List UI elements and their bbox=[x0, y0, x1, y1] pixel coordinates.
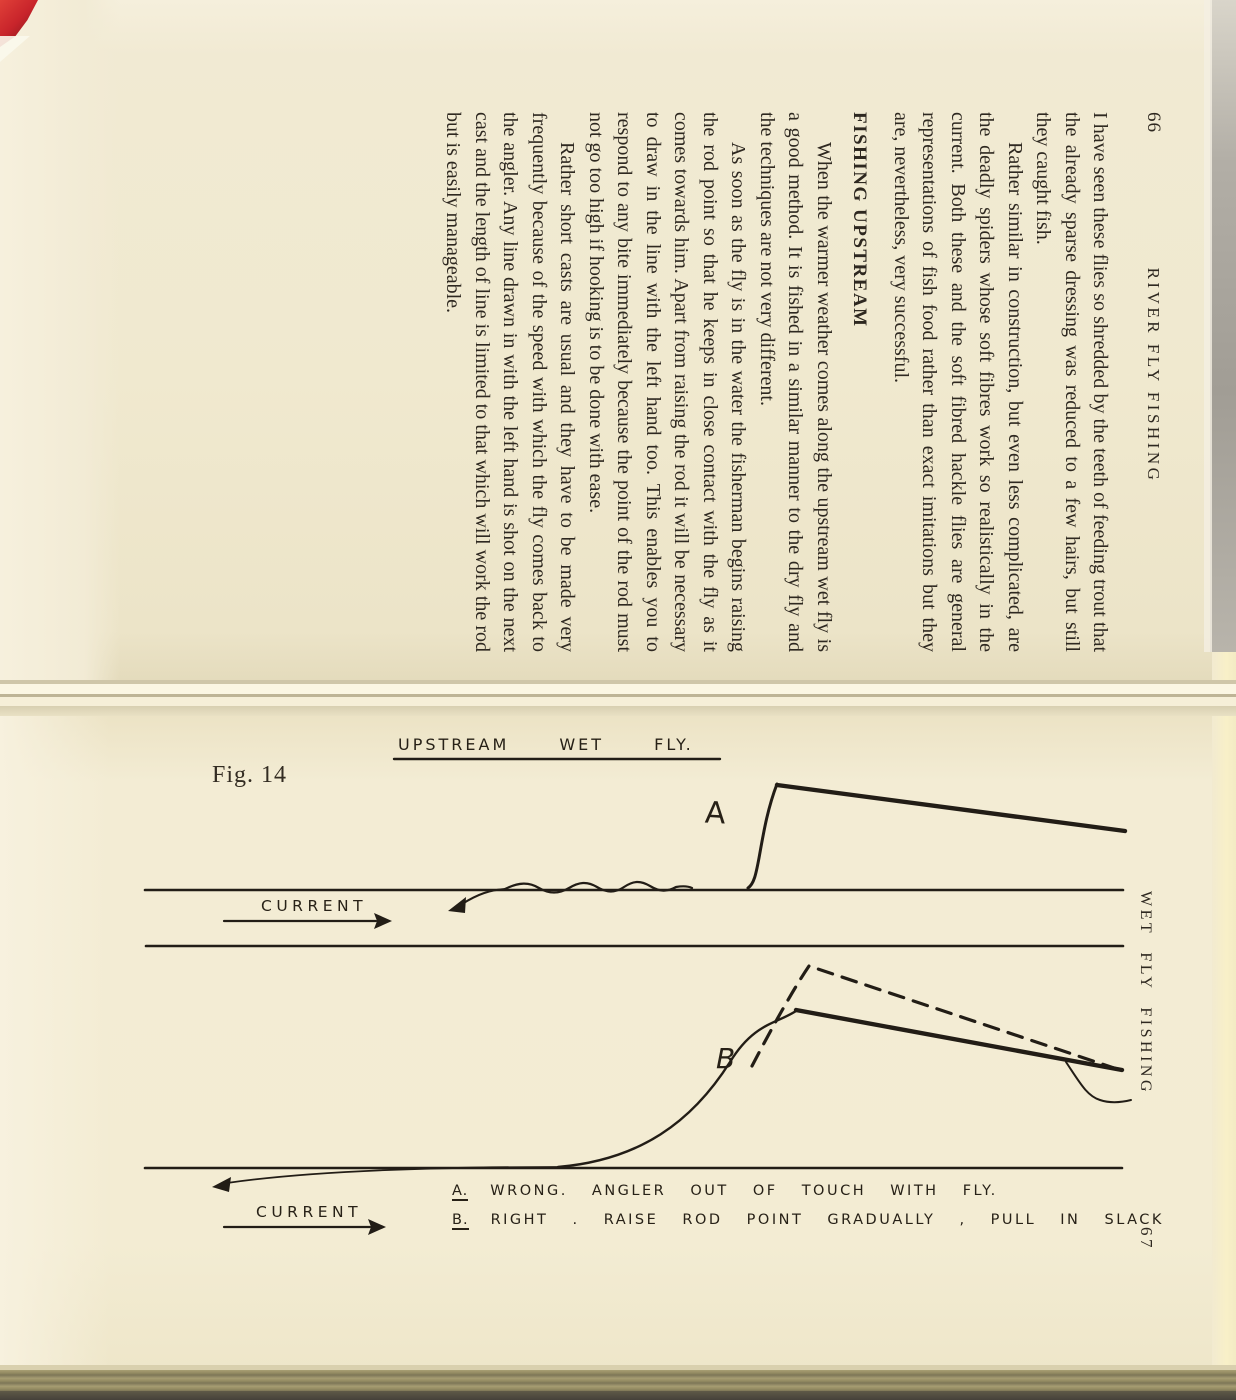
page-66-header bbox=[1139, 112, 1168, 652]
book-bottom-edge bbox=[0, 1370, 1236, 1400]
running-header-right: WET FLY FISHING bbox=[1137, 891, 1154, 1096]
page-edge-left-top bbox=[0, 0, 120, 686]
page-edge-right-strip bbox=[1212, 652, 1236, 1376]
page-number-67: 67 bbox=[1137, 1227, 1156, 1251]
current-label-bottom: CURRENT bbox=[256, 1203, 363, 1221]
page-67-paper bbox=[0, 716, 1236, 1376]
current-label-top: CURRENT bbox=[261, 897, 368, 915]
caption-b bbox=[452, 1212, 1164, 1230]
paragraph: As soon as the fly is in the water the fisherman begins raising the rod point so that he keeps in close contact with the fly as it comes towards him. Apart from raising the rod it will be necessary to draw in the line with the left hand too. This enables you to respond to any bite immediately because the point of the rod must not go too high if hooking is to be done with ease. bbox=[585, 112, 750, 652]
paragraph: When the warmer weather comes along the upstream wet fly is a good method. It is fished in a similar manner to the dry fly and the techniques are not very different. bbox=[756, 112, 835, 652]
caption-b-letter: B. bbox=[452, 1212, 469, 1228]
caption-a-text: WRONG. ANGLER OUT OF TOUCH WITH FLY. bbox=[490, 1183, 998, 1199]
caption-b-text: RIGHT . RAISE ROD POINT GRADUALLY , PULL IN SLACK bbox=[490, 1212, 1164, 1228]
paragraph: Rather short casts are usual and they have to be made very frequently because of the speed with which the fly comes back to the angler. Any line drawn in with the left hand is shot on the next cast and the length of line is limited to that which will work the rod but is easily manageable. bbox=[442, 112, 579, 652]
page-edge-left-bottom bbox=[0, 716, 110, 1376]
section-heading: FISHING UPSTREAM bbox=[849, 112, 871, 328]
figure-title: UPSTREAM WET FLY. bbox=[398, 735, 694, 754]
scan-background-strip bbox=[1210, 0, 1236, 652]
paragraph: Rather similar in construction, but even less complicated, are the deadly spiders whose soft fibres work so realistically in the current. Both these and the soft fibred hackle flies are general representations of fish food rather than exact imitations but they are, nevertheless, very successful. bbox=[890, 112, 1026, 652]
caption-a-letter: A. bbox=[452, 1183, 469, 1199]
page-number-66: 66 bbox=[1143, 112, 1164, 133]
page-gutter bbox=[0, 680, 1236, 716]
running-header-left: RIVER FLY FISHING bbox=[1144, 267, 1163, 484]
diagram-marker-a: A bbox=[704, 795, 727, 832]
page-edge-highlight bbox=[1204, 0, 1212, 652]
paragraph: I have seen these flies so shredded by the teeth of feeding trout that the already sparse dressing was reduced to a few hairs, but still they caught fish. bbox=[1032, 112, 1112, 652]
figure-label: Fig. 14 bbox=[212, 762, 288, 788]
caption-a bbox=[452, 1183, 998, 1201]
page-66-text-block bbox=[197, 112, 1167, 652]
diagram-marker-b: B bbox=[716, 1042, 736, 1075]
